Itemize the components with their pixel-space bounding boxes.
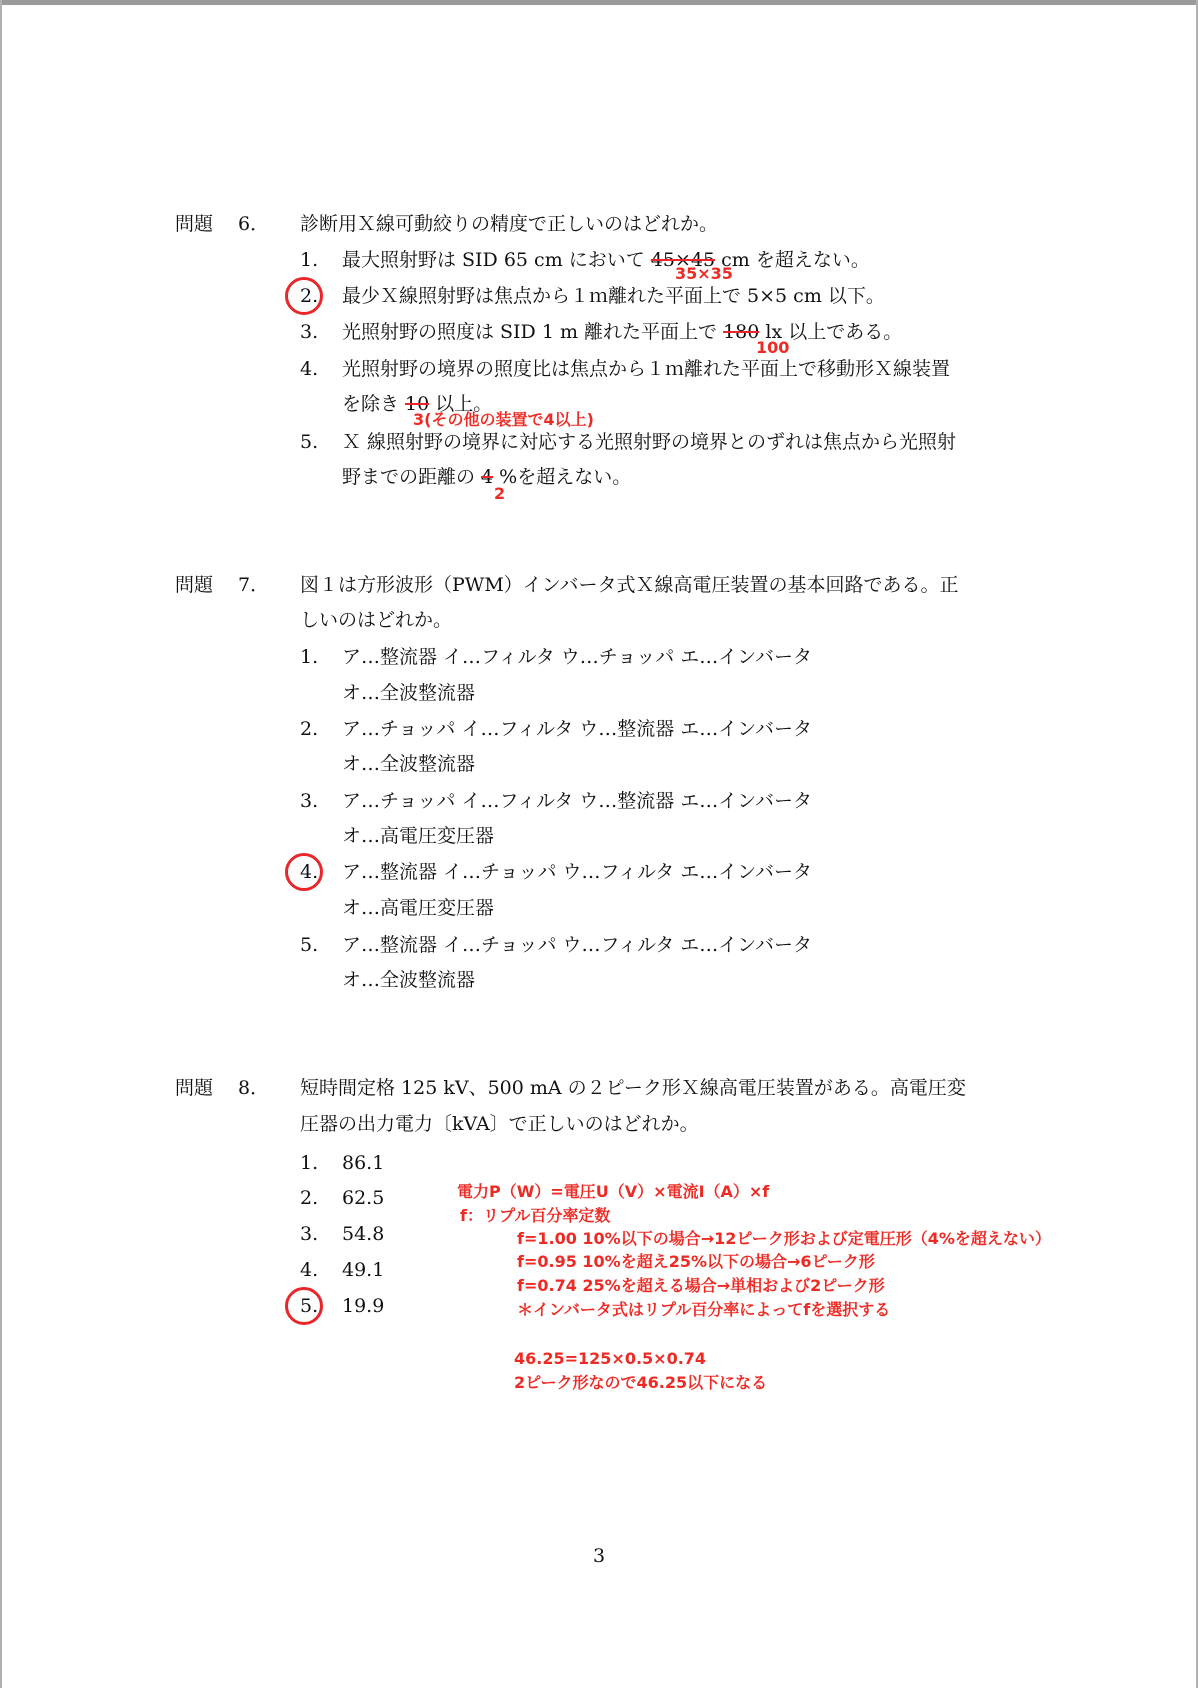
q7-choice-1-line1: ア…整流器 イ…フィルタ ウ…チョッパ エ…インバータ: [342, 646, 812, 668]
q6-choice-5-line2: 野までの距離の 4 %を超えない。: [342, 466, 632, 488]
q6-choice-5-struck: 4: [481, 466, 494, 488]
page-number: 3: [592, 1545, 606, 1567]
q6-note-choice-5: 2: [494, 484, 506, 503]
q7-choice-3-number: 3.: [300, 790, 319, 812]
q7-number: 7．: [238, 574, 270, 596]
q7-choice-4-line1: ア…整流器 イ…チョッパ ウ…フィルタ エ…インバータ: [342, 861, 812, 883]
q8-note-calculation: 46.25=125×0.5×0.74: [514, 1349, 707, 1368]
q8-choice-4-number: 4.: [300, 1259, 319, 1281]
q7-question-line1: 図１は方形波形（PWM）インバータ式Ｘ線高電圧装置の基本回路である。正: [300, 574, 959, 596]
q8-choice-5-number: 5.: [300, 1295, 319, 1317]
q8-note-formula: 電力P（W）=電圧U（V）×電流I（A）×f: [457, 1182, 770, 1201]
q6-choice-3-number: 3.: [300, 321, 319, 343]
q7-choice-2-line1: ア…チョッパ イ…フィルタ ウ…整流器 エ…インバータ: [342, 718, 812, 740]
q6-choice-2-text: 最少Ｘ線照射野は焦点から１ｍ離れた平面上で 5×5 cm 以下。: [342, 285, 885, 307]
q8-question-line2: 圧器の出力電力〔kVA〕で正しいのはどれか。: [300, 1113, 699, 1135]
q7-choice-1-line2: オ…全波整流器: [342, 682, 476, 704]
q6-label: 問題: [175, 213, 214, 235]
q8-choice-2-number: 2.: [300, 1187, 319, 1209]
q8-choice-3-number: 3.: [300, 1223, 319, 1245]
q7-choice-4-line2: オ…高電圧変圧器: [342, 897, 495, 919]
q6-note-choice-4: 3(その他の装置で4以上): [413, 410, 594, 429]
q8-note-inverter: ＊インバータ式はリプル百分率によってfを選択する: [517, 1300, 891, 1319]
q8-note-f-095: f=0.95 10%を超え25%以下の場合→6ピーク形: [517, 1252, 875, 1271]
q7-choice-1-number: 1.: [300, 646, 319, 668]
page-frame-left: [0, 0, 2, 1688]
q7-choice-2-line2: オ…全波整流器: [342, 753, 476, 775]
q8-number: 8．: [238, 1077, 270, 1099]
q6-choice-1-number: 1.: [300, 249, 319, 271]
q8-choice-5-value: 19.9: [342, 1295, 385, 1317]
q8-choice-1-value: 86.1: [342, 1152, 385, 1174]
q8-choice-4-value: 49.1: [342, 1259, 385, 1281]
q8-question-line1: 短時間定格 125 kV、500 mA の２ピーク形Ｘ線高電圧装置がある。高電圧変: [300, 1077, 966, 1099]
q6-choice-3-struck: 180: [723, 321, 760, 343]
q6-choice-4-struck: 10: [405, 393, 430, 415]
q7-choice-2-number: 2.: [300, 718, 319, 740]
q8-note-conclusion: 2ピーク形なので46.25以下になる: [514, 1373, 768, 1392]
q6-choice-4-number: 4.: [300, 358, 319, 380]
q8-label: 問題: [175, 1077, 214, 1099]
q6-choice-5-line1: Ｘ 線照射野の境界に対応する光照射野の境界とのずれは焦点から光照射: [342, 431, 957, 453]
q7-choice-5-line2: オ…全波整流器: [342, 969, 476, 991]
q8-choice-3-value: 54.8: [342, 1223, 385, 1245]
q6-choice-1-text: 最大照射野は SID 65 cm において 45×45 cm を超えない。: [342, 249, 870, 271]
q7-label: 問題: [175, 574, 214, 596]
q6-choice-5-number: 5.: [300, 431, 319, 453]
q7-choice-4-number: 4.: [300, 861, 319, 883]
q6-choice-1-struck: 45×45: [650, 249, 716, 271]
q6-note-choice-1: 35×35: [675, 264, 733, 283]
q8-note-f-definition: f：リプル百分率定数: [460, 1206, 611, 1225]
q7-choice-3-line1: ア…チョッパ イ…フィルタ ウ…整流器 エ…インバータ: [342, 790, 812, 812]
q7-choice-3-line2: オ…高電圧変圧器: [342, 825, 495, 847]
q7-question-line2: しいのはどれか。: [300, 609, 453, 631]
q6-note-choice-3: 100: [756, 338, 790, 357]
q7-choice-5-line1: ア…整流器 イ…チョッパ ウ…フィルタ エ…インバータ: [342, 934, 812, 956]
q8-note-f-100: f=1.00 10%以下の場合→12ピーク形および定電圧形（4%を超えない）: [517, 1229, 1051, 1248]
q6-choice-2-number: 2.: [300, 285, 319, 307]
q8-choice-1-number: 1.: [300, 1152, 319, 1174]
q6-choice-4-line2: を除き 10 以上。: [342, 393, 493, 415]
page-frame-top: [0, 0, 1198, 5]
q6-question-text: 診断用Ｘ線可動絞りの精度で正しいのはどれか。: [300, 213, 719, 235]
q6-number: 6．: [238, 213, 270, 235]
q6-choice-3-text: 光照射野の照度は SID 1 m 離れた平面上で 180 lx 以上である。: [342, 321, 903, 343]
q8-note-f-074: f=0.74 25%を超える場合→単相および2ピーク形: [517, 1276, 885, 1295]
q6-choice-4-line1: 光照射野の境界の照度比は焦点から１ｍ離れた平面上で移動形Ｘ線装置: [342, 358, 951, 380]
q8-choice-2-value: 62.5: [342, 1187, 385, 1209]
q7-choice-5-number: 5.: [300, 934, 319, 956]
